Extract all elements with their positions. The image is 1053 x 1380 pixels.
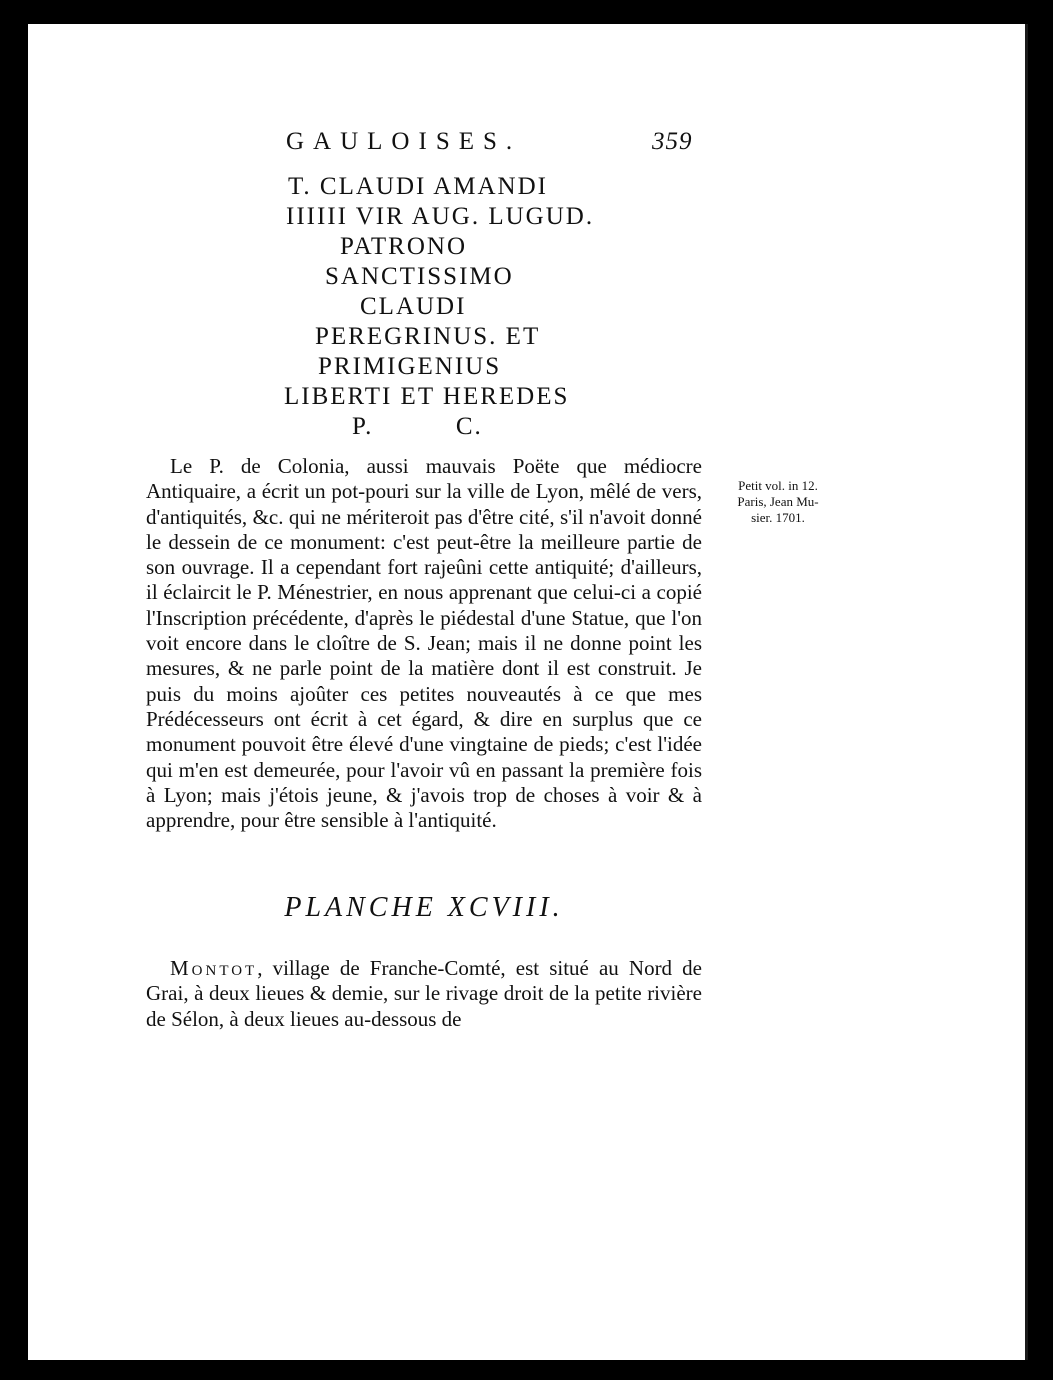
inscription-line: LIBERTI ET HEREDES bbox=[284, 383, 570, 410]
margin-note bbox=[703, 478, 853, 526]
inscription-line: SANCTISSIMO bbox=[325, 263, 514, 290]
inscription-line: IIIIII VIR AUG. LUGUD. bbox=[286, 203, 595, 230]
margin-note-line: Paris, Jean Mu- bbox=[737, 494, 819, 509]
running-header: GAULOISES. bbox=[286, 128, 522, 155]
inscription-line: PATRONO bbox=[340, 233, 468, 260]
margin-note-line: Petit vol. in 12. bbox=[738, 478, 818, 493]
inscription-line: P. C. bbox=[352, 413, 483, 440]
paragraph-continuation: , village de Franche-Comté, est situé au Nord de Grai, à deux lieues & demie, sur le rivage droit de la petite rivière de Sélon, à deux lieues au-dessous de bbox=[146, 956, 702, 1031]
paragraph-text: Le P. de Colonia, aussi mauvais Poëte que médiocre Antiquaire, a écrit un pot-pouri sur la ville de Lyon, mêlé de vers, d'antiquités, &c. qui ne mériteroit pas d'être cité, s'il n'avoit donné le dessein de ce monument: c'est peut-être la meilleure partie de son ouvrage. Il a cependant fort rajeûni cette antiquité; d'ailleurs, il éclaircit le P. Ménestrier, en nous apprenant que celui-ci a copié l'Inscription précédente, d'après le piédestal d'une Statue, que l'on voit encore dans le cloître de S. Jean; mais il ne donne point les mesures, & ne parle point de la matière dont il est construit. Je puis du moins ajoûter ces petites nouveautés à ce que mes Prédécesseurs ont écrit à cet égard, & dire en surplus que ce monument pouvoit être élevé d'une vingtaine de pieds; c'est l'idée qui m'en est demeurée, pour l'avoir vû en passant la première fois à Lyon; mais j'étois jeune, & j'avois trop de choses à voir & à apprendre, pour être sensible à l'antiquité. bbox=[146, 454, 702, 833]
plate-heading: PLANCHE XCVIII. bbox=[284, 892, 564, 923]
commentary-paragraph bbox=[146, 454, 702, 833]
page-content bbox=[28, 24, 1025, 1360]
book-page bbox=[28, 24, 1028, 1360]
inscription-line: T. CLAUDI AMANDI bbox=[288, 173, 548, 200]
inscription-line: PEREGRINUS. ET bbox=[315, 323, 541, 350]
inscription-line: CLAUDI bbox=[360, 293, 467, 320]
paragraph-text bbox=[146, 956, 702, 1032]
inscription-line: PRIMIGENIUS bbox=[318, 353, 502, 380]
montot-paragraph bbox=[146, 956, 702, 1032]
page-number: 359 bbox=[652, 128, 693, 155]
place-name: Montot bbox=[170, 956, 258, 980]
margin-note-line: sier. 1701. bbox=[751, 510, 805, 525]
